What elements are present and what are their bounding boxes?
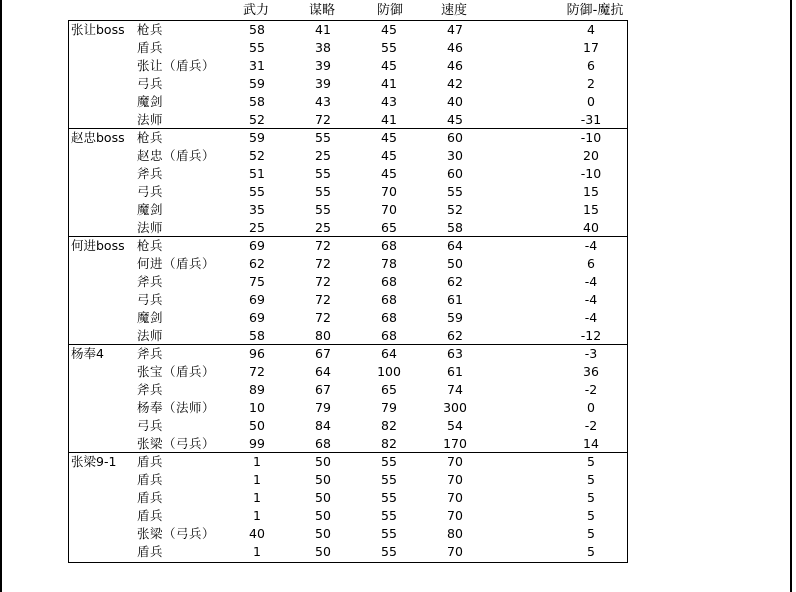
- table-row: [69, 273, 627, 291]
- wuli-value: 1: [253, 472, 261, 487]
- unit-name: 弓兵: [137, 76, 164, 91]
- sudu-value: 70: [447, 454, 463, 469]
- wuli-value: 59: [249, 130, 265, 145]
- fangyu-value: 43: [381, 94, 397, 109]
- fangyu-value: 68: [381, 274, 397, 289]
- unit-name: 张梁（弓兵）: [137, 436, 216, 451]
- diff-value: -10: [580, 130, 602, 145]
- diff-value: 5: [587, 472, 595, 487]
- wuli-value: 72: [249, 364, 265, 379]
- table-row: [69, 147, 627, 165]
- sudu-value: 60: [447, 166, 463, 181]
- moulue-value: 80: [315, 328, 331, 343]
- table-row: [69, 129, 627, 147]
- unit-name: 盾兵: [137, 40, 164, 55]
- sudu-value: 64: [447, 238, 463, 253]
- sudu-value: 55: [447, 184, 463, 199]
- fangyu-value: 45: [381, 58, 397, 73]
- fangyu-value: 45: [381, 130, 397, 145]
- stage-group: [69, 453, 627, 561]
- sudu-value: 170: [443, 436, 467, 451]
- moulue-value: 25: [315, 220, 331, 235]
- diff-value: -3: [584, 346, 598, 361]
- wuli-value: 58: [249, 22, 265, 37]
- window-left-border: [0, 0, 2, 592]
- moulue-value: 55: [315, 202, 331, 217]
- stage-group: [69, 129, 627, 237]
- wuli-value: 69: [249, 238, 265, 253]
- diff-value: 20: [583, 148, 599, 163]
- fangyu-value: 45: [381, 166, 397, 181]
- fangyu-value: 78: [381, 256, 397, 271]
- fangyu-value: 82: [381, 418, 397, 433]
- unit-name: 斧兵: [137, 346, 164, 361]
- unit-name: 盾兵: [137, 508, 164, 523]
- unit-name: 斧兵: [137, 274, 164, 289]
- unit-name: 法师: [137, 112, 164, 127]
- table-row: [69, 111, 627, 129]
- table-row: [69, 543, 627, 561]
- header-sudu: 速度: [440, 3, 467, 18]
- unit-name: 法师: [137, 220, 164, 235]
- diff-value: -31: [580, 112, 602, 127]
- moulue-value: 84: [315, 418, 331, 433]
- table-row: [69, 363, 627, 381]
- table-row: [69, 453, 627, 471]
- table-row: [69, 489, 627, 507]
- fangyu-value: 65: [381, 382, 397, 397]
- sudu-value: 40: [447, 94, 463, 109]
- sudu-value: 74: [447, 382, 463, 397]
- moulue-value: 25: [315, 148, 331, 163]
- table-row: [69, 21, 627, 39]
- stage-group: [69, 237, 627, 345]
- wuli-value: 99: [249, 436, 265, 451]
- fangyu-value: 68: [381, 328, 397, 343]
- table-row: [69, 183, 627, 201]
- unit-name: 盾兵: [137, 472, 164, 487]
- moulue-value: 72: [315, 274, 331, 289]
- diff-value: 0: [587, 94, 595, 109]
- wuli-value: 35: [249, 202, 265, 217]
- sudu-value: 50: [447, 256, 463, 271]
- moulue-value: 55: [315, 166, 331, 181]
- unit-name: 斧兵: [137, 166, 164, 181]
- sudu-value: 63: [447, 346, 463, 361]
- wuli-value: 69: [249, 292, 265, 307]
- unit-name: 弓兵: [137, 292, 164, 307]
- fangyu-value: 70: [381, 202, 397, 217]
- sudu-value: 42: [447, 76, 463, 91]
- unit-name: 张宝（盾兵）: [137, 364, 216, 379]
- unit-name: 赵忠（盾兵）: [137, 148, 216, 163]
- moulue-value: 39: [315, 76, 331, 91]
- fangyu-value: 68: [381, 292, 397, 307]
- fangyu-value: 82: [381, 436, 397, 451]
- unit-name: 弓兵: [137, 418, 164, 433]
- diff-value: 14: [583, 436, 599, 451]
- sudu-value: 59: [447, 310, 463, 325]
- stage-name: 张让boss: [71, 22, 125, 37]
- diff-value: 5: [587, 544, 595, 559]
- moulue-value: 72: [315, 112, 331, 127]
- sudu-value: 70: [447, 544, 463, 559]
- table-row: [69, 435, 627, 453]
- unit-name: 枪兵: [137, 22, 164, 37]
- fangyu-value: 55: [381, 526, 397, 541]
- sudu-value: 61: [447, 364, 463, 379]
- stage-name: 杨奉4: [71, 346, 104, 361]
- sudu-value: 62: [447, 328, 463, 343]
- moulue-value: 55: [315, 184, 331, 199]
- table-row: [69, 291, 627, 309]
- sudu-value: 70: [447, 490, 463, 505]
- moulue-value: 55: [315, 130, 331, 145]
- fangyu-value: 100: [377, 364, 401, 379]
- diff-value: 2: [587, 76, 595, 91]
- moulue-value: 72: [315, 310, 331, 325]
- moulue-value: 67: [315, 382, 331, 397]
- fangyu-value: 55: [381, 544, 397, 559]
- stage-group: [69, 21, 627, 129]
- unit-name: 杨奉（法师）: [137, 400, 216, 415]
- moulue-value: 67: [315, 346, 331, 361]
- table-row: [69, 237, 627, 255]
- wuli-value: 31: [249, 58, 265, 73]
- unit-name: 法师: [137, 328, 164, 343]
- wuli-value: 1: [253, 508, 261, 523]
- moulue-value: 50: [315, 490, 331, 505]
- wuli-value: 62: [249, 256, 265, 271]
- diff-value: -4: [584, 238, 598, 253]
- wuli-value: 50: [249, 418, 265, 433]
- diff-value: 6: [587, 256, 595, 271]
- moulue-value: 72: [315, 292, 331, 307]
- sudu-value: 80: [447, 526, 463, 541]
- fangyu-value: 68: [381, 310, 397, 325]
- moulue-value: 50: [315, 454, 331, 469]
- moulue-value: 39: [315, 58, 331, 73]
- wuli-value: 58: [249, 94, 265, 109]
- fangyu-value: 55: [381, 454, 397, 469]
- moulue-value: 50: [315, 544, 331, 559]
- table-row: [69, 93, 627, 111]
- wuli-value: 58: [249, 328, 265, 343]
- table-row: [69, 255, 627, 273]
- stage-name: 赵忠boss: [71, 130, 125, 145]
- diff-value: -2: [584, 382, 598, 397]
- header-moulue: 谋略: [308, 3, 335, 18]
- wuli-value: 1: [253, 490, 261, 505]
- sudu-value: 47: [447, 22, 463, 37]
- table-row: [69, 507, 627, 525]
- diff-value: 4: [587, 22, 595, 37]
- diff-value: 36: [583, 364, 599, 379]
- sudu-value: 61: [447, 292, 463, 307]
- wuli-value: 89: [249, 382, 265, 397]
- diff-value: 5: [587, 526, 595, 541]
- moulue-value: 68: [315, 436, 331, 451]
- table-row: [69, 39, 627, 57]
- moulue-value: 50: [315, 526, 331, 541]
- sudu-value: 30: [447, 148, 463, 163]
- moulue-value: 41: [315, 22, 331, 37]
- stage-name: 何进boss: [71, 238, 125, 253]
- sudu-value: 52: [447, 202, 463, 217]
- table-row: [69, 165, 627, 183]
- unit-name: 魔剑: [137, 310, 164, 325]
- stage-group: [69, 345, 627, 453]
- wuli-value: 51: [249, 166, 265, 181]
- diff-value: -4: [584, 292, 598, 307]
- moulue-value: 64: [315, 364, 331, 379]
- diff-value: 0: [587, 400, 595, 415]
- fangyu-value: 45: [381, 148, 397, 163]
- unit-name: 枪兵: [137, 130, 164, 145]
- wuli-value: 69: [249, 310, 265, 325]
- table-row: [69, 201, 627, 219]
- diff-value: 17: [583, 40, 599, 55]
- fangyu-value: 65: [381, 220, 397, 235]
- wuli-value: 52: [249, 148, 265, 163]
- fangyu-value: 41: [381, 112, 397, 127]
- unit-name: 枪兵: [137, 238, 164, 253]
- diff-value: -4: [584, 274, 598, 289]
- unit-name: 盾兵: [137, 490, 164, 505]
- sudu-value: 70: [447, 472, 463, 487]
- sudu-value: 46: [447, 58, 463, 73]
- diff-value: -10: [580, 166, 602, 181]
- diff-value: 5: [587, 490, 595, 505]
- header-defense-minus-magic-resist: 防御-魔抗: [566, 3, 624, 18]
- fangyu-value: 55: [381, 508, 397, 523]
- sudu-value: 58: [447, 220, 463, 235]
- window-right-border: [790, 0, 792, 592]
- diff-value: -12: [580, 328, 602, 343]
- sudu-value: 62: [447, 274, 463, 289]
- diff-value: 40: [583, 220, 599, 235]
- unit-name: 盾兵: [137, 454, 164, 469]
- diff-value: 15: [583, 184, 599, 199]
- unit-name: 盾兵: [137, 544, 164, 559]
- sudu-value: 300: [443, 400, 467, 415]
- wuli-value: 96: [249, 346, 265, 361]
- stage-name: 张梁9-1: [71, 454, 117, 469]
- header-wuli: 武力: [242, 3, 269, 18]
- table-row: [69, 57, 627, 75]
- wuli-value: 25: [249, 220, 265, 235]
- wuli-value: 10: [249, 400, 265, 415]
- wuli-value: 75: [249, 274, 265, 289]
- table-row: [69, 219, 627, 237]
- unit-name: 何进（盾兵）: [137, 256, 216, 271]
- sudu-value: 70: [447, 508, 463, 523]
- diff-value: -4: [584, 310, 598, 325]
- column-header-row: [0, 2, 796, 20]
- table-row: [69, 381, 627, 399]
- fangyu-value: 70: [381, 184, 397, 199]
- moulue-value: 50: [315, 508, 331, 523]
- wuli-value: 52: [249, 112, 265, 127]
- sudu-value: 60: [447, 130, 463, 145]
- fangyu-value: 55: [381, 472, 397, 487]
- fangyu-value: 45: [381, 22, 397, 37]
- fangyu-value: 64: [381, 346, 397, 361]
- moulue-value: 38: [315, 40, 331, 55]
- unit-name: 魔剑: [137, 94, 164, 109]
- moulue-value: 43: [315, 94, 331, 109]
- wuli-value: 55: [249, 40, 265, 55]
- table-row: [69, 399, 627, 417]
- table-row: [69, 75, 627, 93]
- fangyu-value: 41: [381, 76, 397, 91]
- table-row: [69, 345, 627, 363]
- unit-name: 魔剑: [137, 202, 164, 217]
- diff-value: 6: [587, 58, 595, 73]
- unit-name: 斧兵: [137, 382, 164, 397]
- table-row: [69, 471, 627, 489]
- diff-value: 15: [583, 202, 599, 217]
- moulue-value: 79: [315, 400, 331, 415]
- moulue-value: 72: [315, 256, 331, 271]
- table-row: [69, 525, 627, 543]
- unit-name: 张让（盾兵）: [137, 58, 216, 73]
- wuli-value: 1: [253, 544, 261, 559]
- diff-value: 5: [587, 454, 595, 469]
- table-row: [69, 327, 627, 345]
- sudu-value: 46: [447, 40, 463, 55]
- wuli-value: 55: [249, 184, 265, 199]
- diff-value: -2: [584, 418, 598, 433]
- wuli-value: 40: [249, 526, 265, 541]
- sudu-value: 54: [447, 418, 463, 433]
- moulue-value: 72: [315, 238, 331, 253]
- unit-name: 张梁（弓兵）: [137, 526, 216, 541]
- moulue-value: 50: [315, 472, 331, 487]
- fangyu-value: 55: [381, 40, 397, 55]
- fangyu-value: 55: [381, 490, 397, 505]
- table-row: [69, 309, 627, 327]
- table-row: [69, 417, 627, 435]
- unit-name: 弓兵: [137, 184, 164, 199]
- sudu-value: 45: [447, 112, 463, 127]
- header-fangyu: 防御: [376, 3, 403, 18]
- fangyu-value: 79: [381, 400, 397, 415]
- fangyu-value: 68: [381, 238, 397, 253]
- stats-table: [68, 20, 628, 563]
- wuli-value: 59: [249, 76, 265, 91]
- wuli-value: 1: [253, 454, 261, 469]
- diff-value: 5: [587, 508, 595, 523]
